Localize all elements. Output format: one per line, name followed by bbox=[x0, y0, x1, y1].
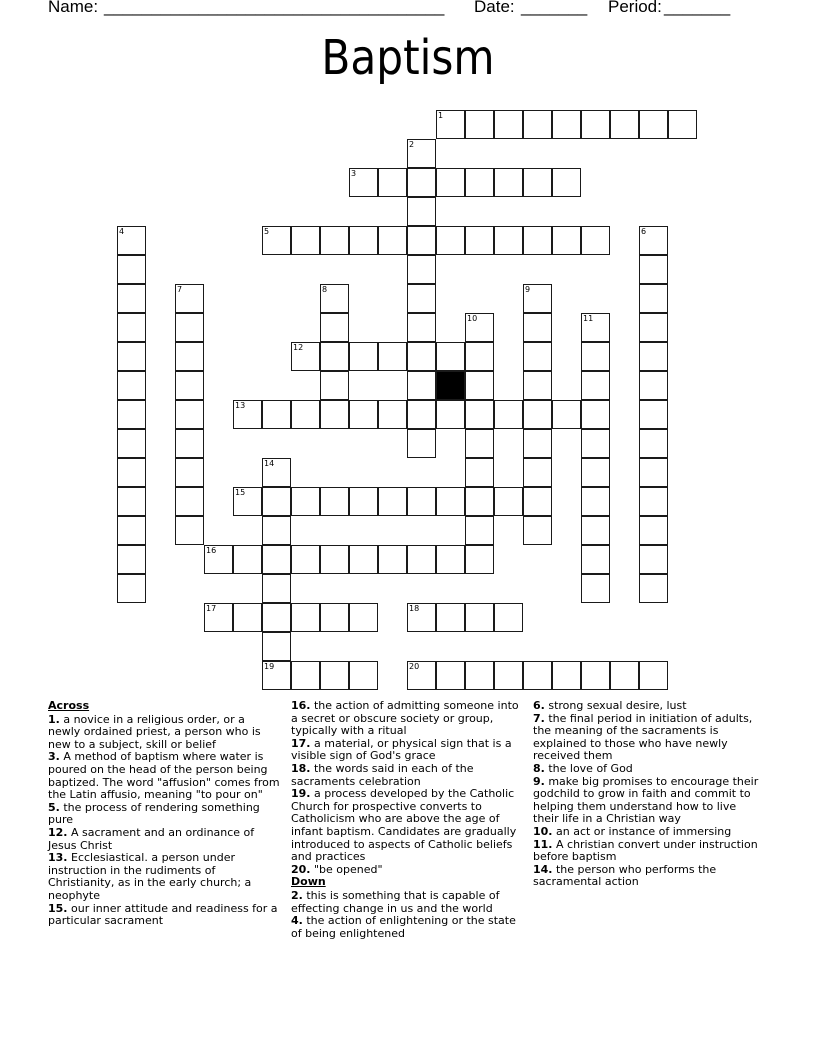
grid-cell[interactable] bbox=[349, 661, 378, 690]
clue-text: the final period in initiation of adults, the meaning of the sacraments is explained to those who have newly received them bbox=[533, 711, 753, 763]
grid-cell[interactable] bbox=[407, 313, 436, 342]
clue-number: 5 bbox=[264, 227, 270, 236]
grid-cell[interactable] bbox=[465, 400, 494, 429]
grid-cell[interactable] bbox=[117, 545, 146, 574]
grid-cell[interactable] bbox=[175, 400, 204, 429]
grid-cell[interactable] bbox=[262, 545, 291, 574]
grid-cell[interactable] bbox=[349, 603, 378, 632]
grid-cell[interactable] bbox=[465, 487, 494, 516]
name-field[interactable]: ____________________________________ bbox=[104, 0, 445, 16]
grid-cell[interactable] bbox=[291, 226, 320, 255]
grid-cell[interactable] bbox=[320, 226, 349, 255]
grid-cell[interactable] bbox=[581, 487, 610, 516]
grid-cell[interactable] bbox=[175, 516, 204, 545]
across-clue bbox=[291, 738, 523, 763]
clue-number: 12 bbox=[293, 343, 304, 352]
grid-cell[interactable] bbox=[320, 603, 349, 632]
grid-cell[interactable] bbox=[639, 487, 668, 516]
grid-cell[interactable] bbox=[117, 400, 146, 429]
clue-number: 2 bbox=[409, 140, 415, 149]
grid-cell[interactable] bbox=[117, 458, 146, 487]
grid-cell[interactable] bbox=[465, 342, 494, 371]
clue-number: 6 bbox=[641, 227, 647, 236]
grid-cell[interactable] bbox=[581, 110, 610, 139]
grid-cell[interactable] bbox=[320, 487, 349, 516]
grid-cell[interactable] bbox=[552, 168, 581, 197]
clue-number-label: 6. bbox=[533, 699, 545, 712]
grid-cell[interactable] bbox=[465, 516, 494, 545]
clue-number-label: 16. bbox=[291, 699, 311, 712]
grid-cell[interactable] bbox=[465, 313, 494, 342]
grid-cell[interactable] bbox=[291, 603, 320, 632]
grid-cell[interactable] bbox=[175, 487, 204, 516]
grid-cell[interactable] bbox=[465, 371, 494, 400]
grid-cell[interactable] bbox=[320, 400, 349, 429]
clue-number: 7 bbox=[177, 285, 183, 294]
grid-cell[interactable] bbox=[465, 458, 494, 487]
clue-number: 1 bbox=[438, 111, 444, 120]
grid-cell[interactable] bbox=[639, 313, 668, 342]
grid-cell[interactable] bbox=[494, 168, 523, 197]
across-clue bbox=[48, 714, 280, 752]
grid-cell[interactable] bbox=[407, 603, 436, 632]
grid-cell[interactable] bbox=[465, 110, 494, 139]
grid-cell[interactable] bbox=[262, 632, 291, 661]
grid-cell[interactable] bbox=[639, 226, 668, 255]
clue-heading: Across bbox=[48, 699, 90, 712]
grid-cell[interactable] bbox=[494, 226, 523, 255]
grid-cell[interactable] bbox=[639, 545, 668, 574]
grid-cell[interactable] bbox=[175, 458, 204, 487]
clue-number-label: 12. bbox=[48, 825, 68, 839]
clue-number-label: 17. bbox=[291, 736, 311, 750]
grid-cell[interactable] bbox=[436, 168, 465, 197]
clue-text: Ecclesiastical. a person under instruction in the rudiments of Christianity, as in the early church; a neophyte bbox=[48, 851, 252, 902]
grid-cell[interactable] bbox=[436, 226, 465, 255]
grid-cell[interactable] bbox=[494, 400, 523, 429]
grid-cell[interactable] bbox=[407, 226, 436, 255]
grid-cell[interactable] bbox=[465, 545, 494, 574]
grid-cell[interactable] bbox=[117, 371, 146, 400]
grid-cell[interactable] bbox=[262, 574, 291, 603]
across-clue bbox=[291, 763, 523, 788]
clue-number-label: 2. bbox=[291, 888, 303, 902]
clue-text: a material, or physical sign that is a visible sign of God's grace bbox=[291, 736, 512, 763]
clue-text: strong sexual desire, lust bbox=[544, 699, 687, 712]
grid-cell[interactable] bbox=[407, 545, 436, 574]
grid-cell[interactable] bbox=[523, 371, 552, 400]
clue-column-3 bbox=[533, 700, 765, 889]
clue-number: 10 bbox=[467, 314, 478, 323]
clue-number-label: 10. bbox=[533, 824, 553, 838]
clue-text: a novice in a religious order, or a newly ordained priest, a person who is new to a subject, skill or belief bbox=[48, 712, 261, 751]
grid-cell[interactable] bbox=[233, 603, 262, 632]
clue-text: make big promises to encourage their godchild to grow in faith and commit to helping them understand how to live their life in a Christian way bbox=[533, 774, 759, 826]
grid-cell[interactable] bbox=[291, 545, 320, 574]
clue-number-label: 4. bbox=[291, 914, 303, 928]
clue-column-2 bbox=[291, 700, 523, 940]
grid-cell[interactable] bbox=[581, 371, 610, 400]
clue-number-label: 15. bbox=[48, 901, 68, 915]
grid-cell[interactable] bbox=[465, 226, 494, 255]
grid-cell[interactable] bbox=[639, 371, 668, 400]
grid-cell[interactable] bbox=[291, 342, 320, 371]
grid-cell[interactable] bbox=[117, 487, 146, 516]
clue-number-label: 11. bbox=[533, 837, 553, 851]
clue-number-label: 20. bbox=[291, 862, 311, 876]
grid-cell[interactable] bbox=[349, 487, 378, 516]
grid-cell[interactable] bbox=[639, 574, 668, 603]
grid-cell[interactable] bbox=[523, 487, 552, 516]
grid-cell[interactable] bbox=[639, 342, 668, 371]
grid-cell[interactable] bbox=[581, 545, 610, 574]
clue-number-label: 14. bbox=[533, 862, 553, 876]
black-cell bbox=[436, 371, 465, 400]
grid-cell[interactable] bbox=[407, 284, 436, 313]
period-label: Period: bbox=[608, 0, 662, 16]
grid-cell[interactable] bbox=[523, 284, 552, 313]
grid-cell[interactable] bbox=[204, 545, 233, 574]
grid-cell[interactable] bbox=[291, 400, 320, 429]
grid-cell[interactable] bbox=[117, 516, 146, 545]
down-clue bbox=[291, 890, 523, 915]
grid-cell[interactable] bbox=[407, 429, 436, 458]
grid-cell[interactable] bbox=[349, 545, 378, 574]
grid-cell[interactable] bbox=[117, 313, 146, 342]
grid-cell[interactable] bbox=[639, 400, 668, 429]
clue-number: 14 bbox=[264, 459, 275, 468]
clue-text: an act or instance of immersing bbox=[552, 824, 732, 838]
grid-cell[interactable] bbox=[436, 110, 465, 139]
grid-cell[interactable] bbox=[407, 168, 436, 197]
grid-cell[interactable] bbox=[378, 487, 407, 516]
clue-number-label: 7. bbox=[533, 711, 545, 725]
clue-number-label: 9. bbox=[533, 774, 545, 788]
grid-cell[interactable] bbox=[117, 342, 146, 371]
grid-cell[interactable] bbox=[581, 458, 610, 487]
grid-cell[interactable] bbox=[233, 400, 262, 429]
grid-cell[interactable] bbox=[639, 284, 668, 313]
clue-text: the words said in each of the sacraments celebration bbox=[291, 761, 474, 788]
grid-cell[interactable] bbox=[552, 226, 581, 255]
grid-cell[interactable] bbox=[581, 516, 610, 545]
date-field[interactable]: _______ bbox=[521, 0, 588, 16]
grid-cell[interactable] bbox=[117, 226, 146, 255]
clue-text: the process of rendering something pure bbox=[48, 800, 260, 827]
grid-cell[interactable] bbox=[668, 110, 697, 139]
grid-cell[interactable] bbox=[523, 458, 552, 487]
down-clue bbox=[291, 915, 523, 940]
down-clue bbox=[533, 713, 765, 763]
grid-cell[interactable] bbox=[494, 487, 523, 516]
clue-text: A christian convert under instruction before baptism bbox=[533, 837, 758, 864]
grid-cell[interactable] bbox=[233, 545, 262, 574]
clue-text: A sacrament and an ordinance of Jesus Christ bbox=[48, 825, 255, 852]
grid-cell[interactable] bbox=[407, 400, 436, 429]
grid-cell[interactable] bbox=[262, 661, 291, 690]
grid-cell[interactable] bbox=[407, 197, 436, 226]
grid-cell[interactable] bbox=[262, 516, 291, 545]
grid-cell[interactable] bbox=[639, 255, 668, 284]
grid-cell[interactable] bbox=[523, 400, 552, 429]
clue-number: 15 bbox=[235, 488, 246, 497]
grid-cell[interactable] bbox=[117, 574, 146, 603]
grid-cell[interactable] bbox=[436, 545, 465, 574]
clue-number-label: 18. bbox=[291, 761, 311, 775]
grid-cell[interactable] bbox=[523, 110, 552, 139]
grid-cell[interactable] bbox=[639, 458, 668, 487]
grid-cell[interactable] bbox=[523, 168, 552, 197]
grid-cell[interactable] bbox=[465, 661, 494, 690]
grid-cell[interactable] bbox=[494, 603, 523, 632]
down-clue bbox=[533, 864, 765, 889]
grid-cell[interactable] bbox=[349, 226, 378, 255]
grid-cell[interactable] bbox=[117, 284, 146, 313]
clue-column-1 bbox=[48, 700, 280, 928]
grid-cell[interactable] bbox=[436, 603, 465, 632]
grid-cell[interactable] bbox=[494, 661, 523, 690]
across-clue bbox=[48, 827, 280, 852]
clue-text: the person who performs the sacramental action bbox=[533, 862, 717, 889]
grid-cell[interactable] bbox=[552, 110, 581, 139]
grid-cell[interactable] bbox=[175, 284, 204, 313]
grid-cell[interactable] bbox=[378, 226, 407, 255]
grid-cell[interactable] bbox=[320, 661, 349, 690]
clue-number: 17 bbox=[206, 604, 217, 613]
across-clue bbox=[48, 852, 280, 902]
grid-cell[interactable] bbox=[523, 226, 552, 255]
grid-cell[interactable] bbox=[378, 168, 407, 197]
clue-number-label: 8. bbox=[533, 761, 545, 775]
grid-cell[interactable] bbox=[320, 545, 349, 574]
clue-text: our inner attitude and readiness for a particular sacrament bbox=[48, 901, 278, 928]
grid-cell[interactable] bbox=[639, 516, 668, 545]
grid-cell[interactable] bbox=[523, 429, 552, 458]
grid-cell[interactable] bbox=[436, 400, 465, 429]
grid-cell[interactable] bbox=[320, 371, 349, 400]
grid-cell[interactable] bbox=[407, 342, 436, 371]
clue-number-label: 13. bbox=[48, 851, 68, 865]
grid-cell[interactable] bbox=[523, 342, 552, 371]
grid-cell[interactable] bbox=[320, 313, 349, 342]
grid-cell[interactable] bbox=[407, 255, 436, 284]
page-title: Baptism bbox=[321, 30, 495, 86]
date-label: Date: bbox=[474, 0, 515, 16]
across-clue bbox=[291, 788, 523, 864]
grid-cell[interactable] bbox=[639, 110, 668, 139]
grid-cell[interactable] bbox=[407, 371, 436, 400]
across-clue bbox=[48, 903, 280, 928]
grid-cell[interactable] bbox=[233, 487, 262, 516]
grid-cell[interactable] bbox=[523, 516, 552, 545]
clue-number: 8 bbox=[322, 285, 328, 294]
grid-cell[interactable] bbox=[465, 429, 494, 458]
grid-cell[interactable] bbox=[291, 487, 320, 516]
clue-number-label: 5. bbox=[48, 800, 60, 814]
grid-cell[interactable] bbox=[639, 429, 668, 458]
clue-text: the love of God bbox=[544, 761, 633, 775]
clue-number-label: 3. bbox=[48, 750, 60, 764]
clue-text: A method of baptism where water is poured on the head of the person being baptized. The word "affusion" comes from the Latin affusio, meaning "to pour on" bbox=[48, 750, 280, 802]
grid-cell[interactable] bbox=[349, 342, 378, 371]
grid-cell[interactable] bbox=[581, 429, 610, 458]
grid-cell[interactable] bbox=[581, 313, 610, 342]
clue-number: 13 bbox=[235, 401, 246, 410]
grid-cell[interactable] bbox=[552, 400, 581, 429]
clue-heading: Down bbox=[291, 875, 326, 889]
grid-cell[interactable] bbox=[465, 603, 494, 632]
grid-cell[interactable] bbox=[320, 342, 349, 371]
grid-cell[interactable] bbox=[581, 342, 610, 371]
grid-cell[interactable] bbox=[378, 400, 407, 429]
grid-cell[interactable] bbox=[523, 661, 552, 690]
grid-cell[interactable] bbox=[175, 371, 204, 400]
clue-number-label: 1. bbox=[48, 712, 60, 726]
grid-cell[interactable] bbox=[436, 487, 465, 516]
grid-cell[interactable] bbox=[407, 139, 436, 168]
grid-cell[interactable] bbox=[581, 400, 610, 429]
grid-cell[interactable] bbox=[436, 342, 465, 371]
period-field[interactable]: _______ bbox=[664, 0, 731, 16]
grid-cell[interactable] bbox=[407, 661, 436, 690]
grid-cell[interactable] bbox=[436, 661, 465, 690]
clue-number-label: 19. bbox=[291, 787, 311, 801]
grid-cell[interactable] bbox=[117, 255, 146, 284]
grid-cell[interactable] bbox=[204, 603, 233, 632]
down-clue bbox=[533, 776, 765, 826]
clue-number: 9 bbox=[525, 285, 531, 294]
grid-cell[interactable] bbox=[465, 168, 494, 197]
grid-cell[interactable] bbox=[262, 400, 291, 429]
down-clue bbox=[533, 839, 765, 864]
across-clue bbox=[291, 864, 523, 877]
grid-cell[interactable] bbox=[581, 574, 610, 603]
name-label: Name: bbox=[48, 0, 99, 16]
clue-text: a process developed by the Catholic Church for prospective converts to Catholicism who are above the age of infant baptism. Candidates are gradually introduced to aspects of Catholic beliefs and practices bbox=[291, 787, 517, 864]
grid-cell[interactable] bbox=[378, 342, 407, 371]
grid-cell[interactable] bbox=[175, 429, 204, 458]
across-clue bbox=[48, 751, 280, 801]
grid-cell[interactable] bbox=[581, 226, 610, 255]
clue-text: the action of enlightening or the state of being enlightened bbox=[291, 914, 516, 940]
grid-cell[interactable] bbox=[262, 226, 291, 255]
clue-text: "be opened" bbox=[310, 862, 383, 876]
clue-number: 18 bbox=[409, 604, 420, 613]
clue-number: 11 bbox=[583, 314, 594, 323]
across-clue bbox=[48, 802, 280, 827]
grid-cell[interactable] bbox=[523, 313, 552, 342]
grid-cell[interactable] bbox=[378, 545, 407, 574]
clue-text: this is something that is capable of effecting change in us and the world bbox=[291, 888, 500, 915]
grid-cell[interactable] bbox=[610, 661, 639, 690]
grid-cell[interactable] bbox=[291, 661, 320, 690]
grid-cell[interactable] bbox=[175, 313, 204, 342]
clue-number: 4 bbox=[119, 227, 125, 236]
grid-cell[interactable] bbox=[349, 400, 378, 429]
grid-cell[interactable] bbox=[320, 284, 349, 313]
grid-cell[interactable] bbox=[639, 661, 668, 690]
grid-cell[interactable] bbox=[175, 342, 204, 371]
clue-number: 20 bbox=[409, 662, 420, 671]
grid-cell[interactable] bbox=[610, 110, 639, 139]
clue-number: 16 bbox=[206, 546, 217, 555]
grid-cell[interactable] bbox=[552, 661, 581, 690]
grid-cell[interactable] bbox=[262, 487, 291, 516]
clue-number: 19 bbox=[264, 662, 275, 671]
clue-number: 3 bbox=[351, 169, 357, 178]
across-clue bbox=[291, 700, 523, 738]
grid-cell[interactable] bbox=[349, 168, 378, 197]
grid-cell[interactable] bbox=[262, 603, 291, 632]
grid-cell[interactable] bbox=[581, 661, 610, 690]
grid-cell[interactable] bbox=[494, 110, 523, 139]
clue-text: the action of admitting someone into a secret or obscure society or group, typically with a ritual bbox=[291, 699, 519, 738]
grid-cell[interactable] bbox=[407, 487, 436, 516]
grid-cell[interactable] bbox=[262, 458, 291, 487]
grid-cell[interactable] bbox=[117, 429, 146, 458]
